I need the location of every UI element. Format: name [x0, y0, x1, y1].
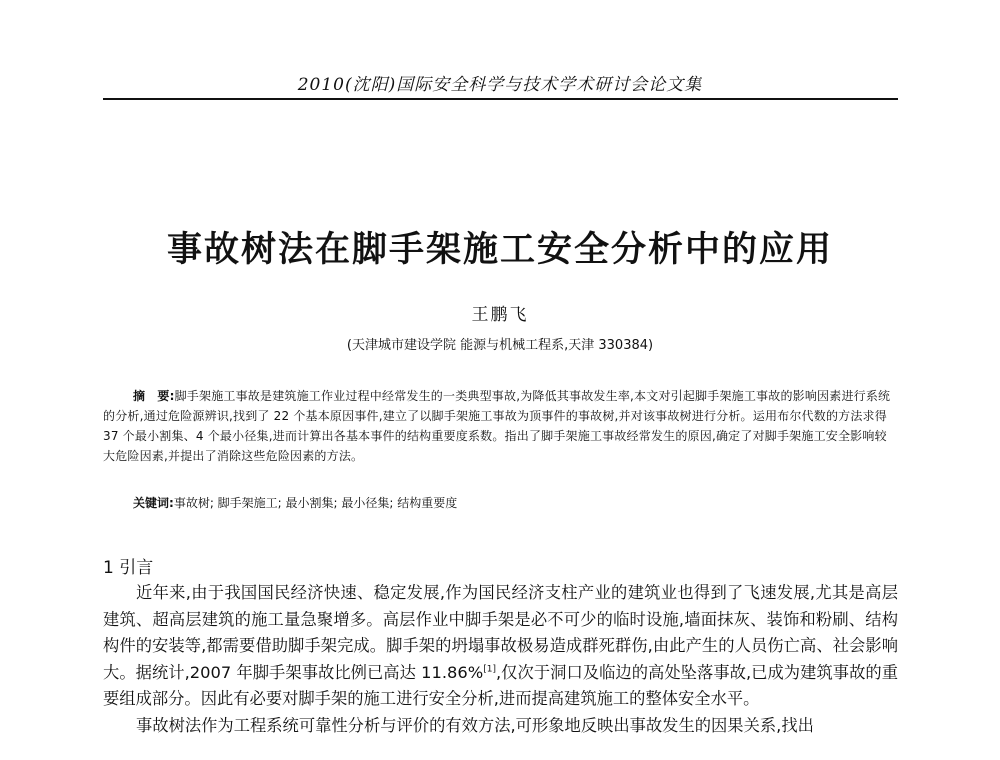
paragraph-intro-part1: 近年来,由于我国国民经济快速、稳定发展,作为国民经济支柱产业的建筑业也得到了飞速发展,尤其是高层建筑、超高层建筑的施工量急聚增多。高层作业中脚手架是必不可少的临时设施,墙面抹灰、装饰和粉刷、结构构件的安装等,都需要借助脚手架完成。脚手架的坍塌事故极易造成群死群伤,由此产生的人员伤亡高、社会影响大。据统计,2007 年脚手架事故比例已高达 11.86% — [103, 583, 898, 682]
author-name: 王鹏飞 — [471, 305, 529, 325]
paragraph-intro-part2: ,仅次于洞口及临边的高处坠落事故,已成为建筑事故的重要组成部分。因此有必要对脚手架的施工进行安全分析,进而提高建筑施工的整体安全水平。 — [103, 662, 898, 708]
abstract — [103, 386, 898, 466]
header-rule — [103, 98, 898, 100]
paragraph-method: 事故树法作为工程系统可靠性分析与评价的有效方法,可形象地反映出事故发生的因果关系,找出 — [136, 715, 814, 735]
running-head: 2010(沈阳)国际安全科学与技术学术研讨会论文集 — [297, 75, 703, 95]
author-affiliation: (天津城市建设学院 能源与机械工程系,天津 330384) — [346, 338, 654, 353]
citation-marker[interactable]: [1] — [483, 664, 496, 675]
section-heading: 1 引言 — [103, 558, 154, 578]
paper-title: 事故树法在脚手架施工安全分析中的应用 — [166, 229, 833, 270]
body-text — [103, 580, 898, 760]
keywords-label: 关键词: — [133, 496, 174, 510]
keywords — [133, 493, 898, 513]
abstract-label: 摘 要: — [133, 389, 175, 403]
abstract-text: 脚手架施工事故是建筑施工作业过程中经常发生的一类典型事故,为降低其事故发生率,本文对引起脚手架施工事故的影响因素进行系统的分析,通过危险源辨识,找到了 22 个基本原因事件,建立了以脚手架施工事故为顶事件的事故树,并对该事故树进行分析。运用布尔代数的方法求得 37 个最小割集、4 个最小径集,进而计算出各基本事件的结构重要度系数。指出了脚手架施工事故经常发生的原因,确定了对脚手架施工安全影响较大危险因素,并提出了消除这些危险因素的方法。 — [103, 389, 891, 463]
paragraph-intro — [103, 580, 898, 713]
keywords-text: 事故树; 脚手架施工; 最小割集; 最小径集; 结构重要度 — [173, 496, 458, 510]
